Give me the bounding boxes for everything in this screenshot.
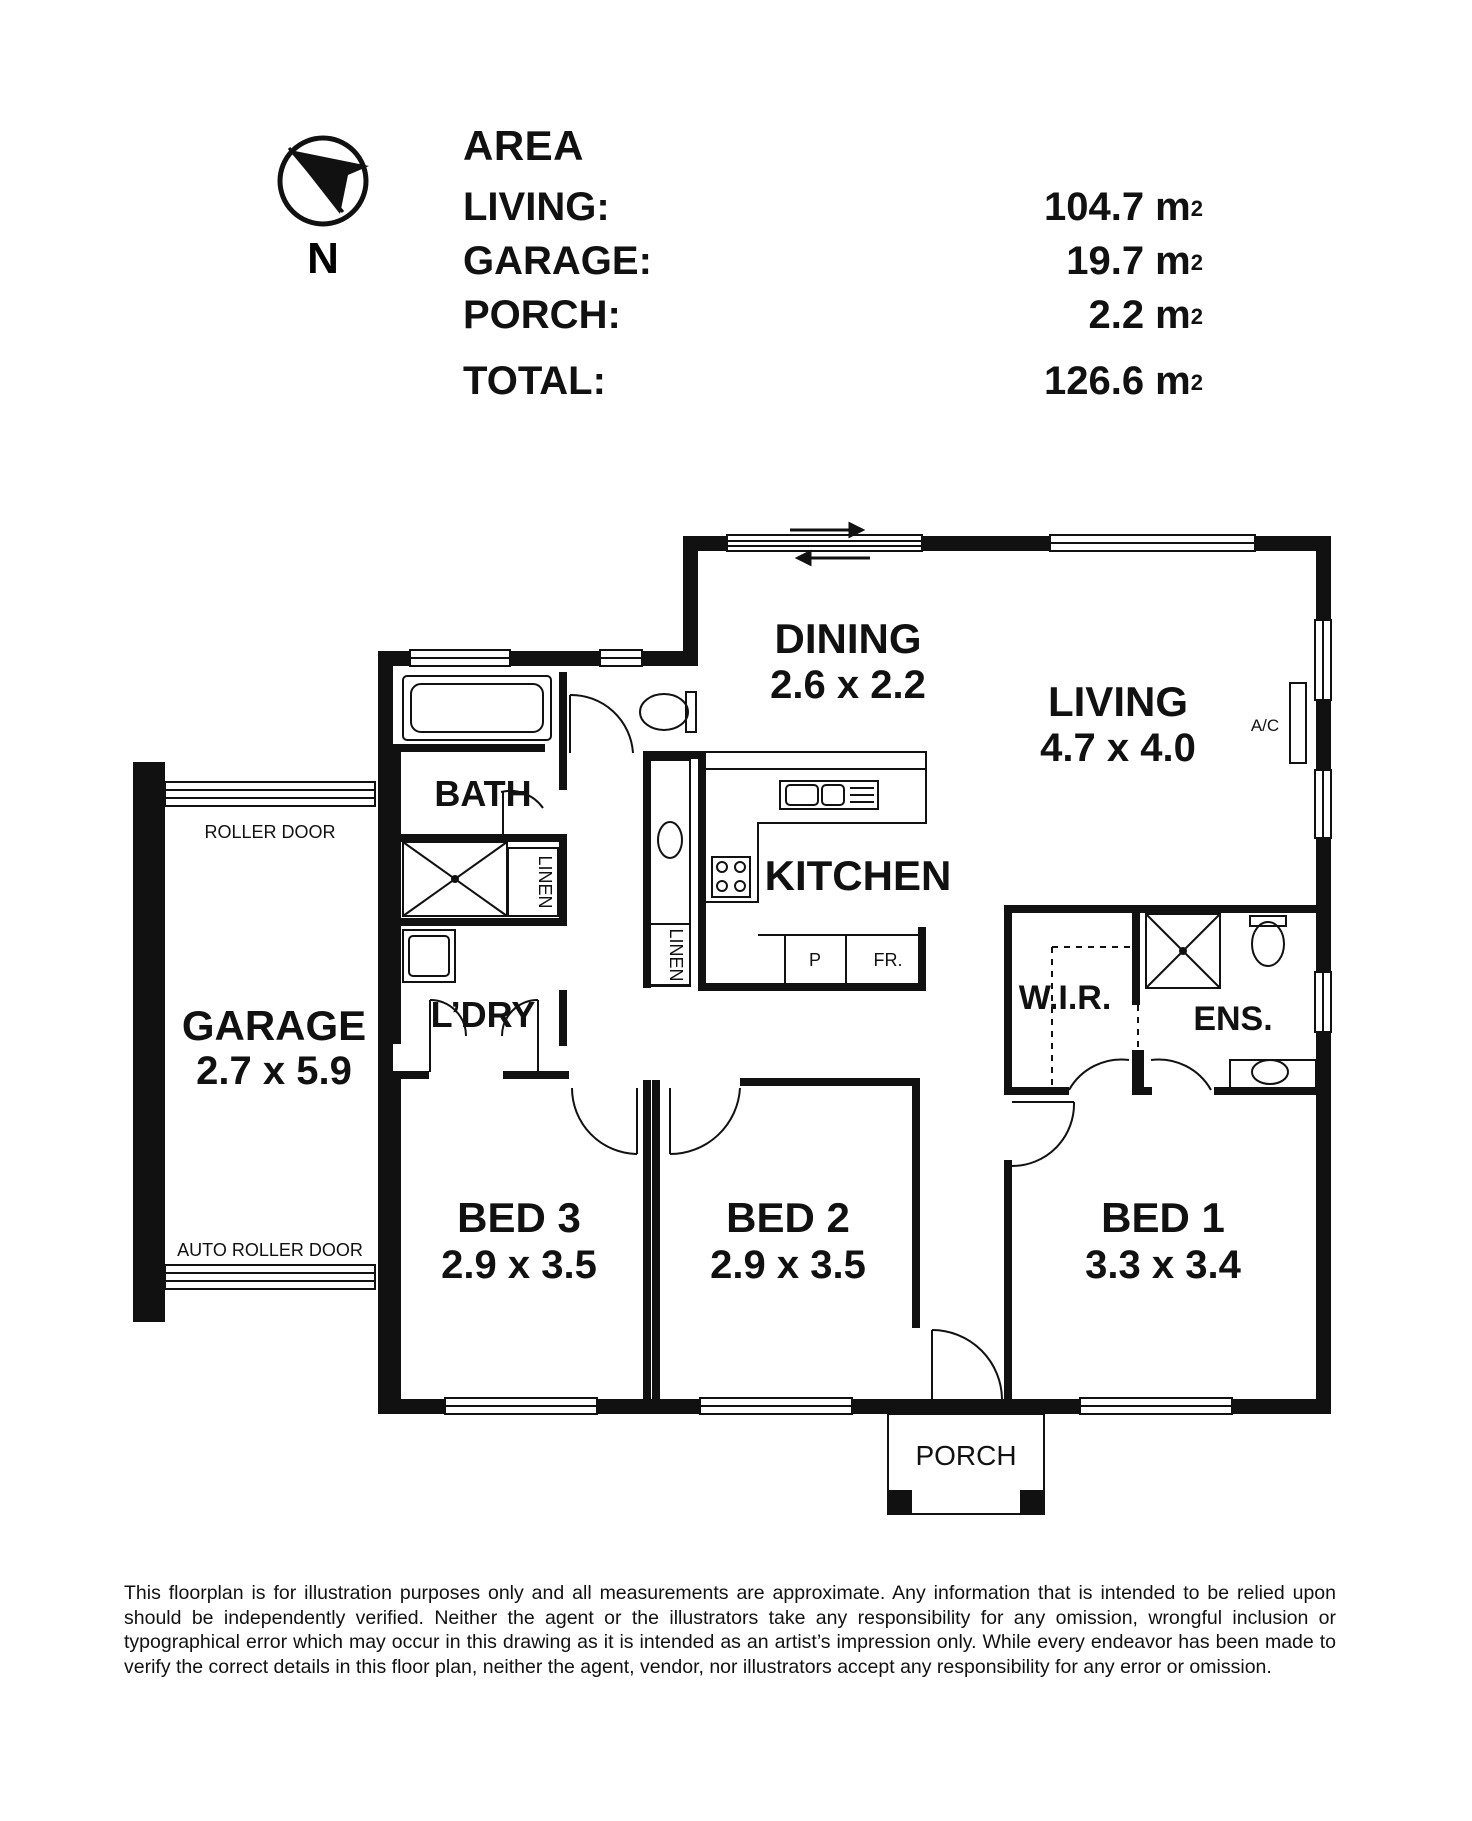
room-size: 2.9 x 3.5 xyxy=(441,1243,597,1287)
ac-label: A/C xyxy=(1250,716,1280,735)
area-value: 126.6 $m^2$ xyxy=(1043,359,1203,403)
room-size: 2.9 x 3.5 xyxy=(710,1243,866,1287)
area-value: 104.7 $m^2$ xyxy=(1043,185,1203,229)
disclaimer-text: This floorplan is for illustration purposes only and all measurements are approximate. Any information that is intended to be relied upon should be independently verified. Neither the agent or the illustrators take any responsibility for any omission, wrongful inclusion or typographical error which may occur in this drawing as it is intended as an artist’s impression only. While every endeavor has been made to verify the correct details in this floor plan, neither the agent, vendor, nor illustrators accept any responsibility for any error or omission. xyxy=(124,1582,1336,1678)
area-label: LIVING: xyxy=(463,185,610,229)
room-name: BATH xyxy=(434,773,532,814)
compass-icon xyxy=(280,138,369,283)
air-conditioner-icon xyxy=(1290,683,1306,763)
area-label: TOTAL: xyxy=(463,359,606,403)
room-size: 3.3 x 3.4 xyxy=(1085,1243,1241,1287)
room-name: PORCH xyxy=(915,1440,1017,1471)
toilet-icon xyxy=(1252,922,1284,966)
room-name: BED 1 xyxy=(1101,1194,1225,1241)
compass-north-label: N xyxy=(307,234,339,283)
fridge-label: FR. xyxy=(873,950,903,970)
room-name: GARAGE xyxy=(181,1002,367,1049)
auto-roller-door-label: AUTO ROLLER DOOR xyxy=(177,1240,363,1260)
room-name: DINING xyxy=(774,615,922,662)
bathtub-icon xyxy=(403,676,551,740)
room-labels xyxy=(182,615,1273,1471)
door-swings xyxy=(430,695,1211,1400)
area-value: 19.7 $m^2$ xyxy=(1066,239,1203,283)
room-size: 2.7 x 5.9 xyxy=(196,1049,352,1093)
linen-label: LINEN xyxy=(535,855,555,909)
room-name: BED 3 xyxy=(457,1194,581,1241)
roller-door-label: ROLLER DOOR xyxy=(204,822,336,842)
room-name: BED 2 xyxy=(726,1194,850,1241)
area-label: GARAGE: xyxy=(463,239,652,283)
toilet-icon xyxy=(640,694,688,730)
room-name: W.I.R. xyxy=(1018,979,1112,1017)
area-title: AREA xyxy=(463,122,585,169)
pantry-label: P xyxy=(808,950,822,970)
room-name: L’DRY xyxy=(430,994,536,1035)
room-name: LIVING xyxy=(1047,678,1189,725)
room-name: ENS. xyxy=(1193,1000,1273,1038)
room-name: KITCHEN xyxy=(764,852,952,899)
area-label: PORCH: xyxy=(463,293,621,337)
room-size: 2.6 x 2.2 xyxy=(770,663,926,707)
room-size: 4.7 x 4.0 xyxy=(1040,726,1196,770)
laundry-tub-icon xyxy=(403,930,455,982)
linen-label: LINEN xyxy=(666,928,686,982)
area-value: 2.2 $m^2$ xyxy=(1088,293,1203,337)
